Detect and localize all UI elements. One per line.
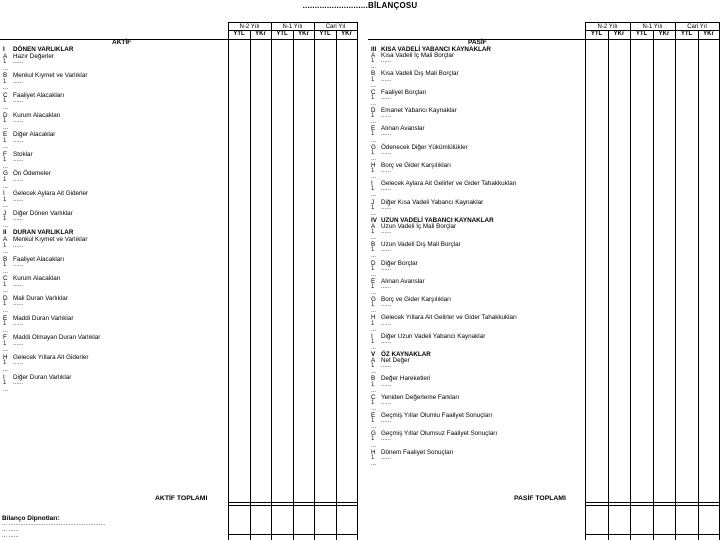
row-code: ... bbox=[3, 183, 9, 190]
grid-line bbox=[585, 22, 720, 23]
row-label: Gelecek Aylara Ait Gelirler ve Gider Tahakkukları bbox=[381, 180, 517, 188]
row-code: 1 bbox=[371, 131, 375, 138]
aktif-total-label: AKTİF TOPLAMI bbox=[155, 495, 208, 502]
row-code: 1 bbox=[3, 216, 7, 223]
row-label: Diğer Kısa Vadeli Yabancı Kaynaklar bbox=[381, 198, 484, 206]
row-code: G bbox=[371, 143, 376, 151]
row-code: D bbox=[371, 259, 376, 267]
grid-line bbox=[368, 39, 720, 40]
year-header: N-2 Yılı bbox=[597, 24, 618, 30]
unit-header: YKr bbox=[255, 31, 266, 37]
row-code: 1 bbox=[371, 149, 375, 156]
row-label: Emanet Yabancı Kaynaklar bbox=[381, 107, 457, 114]
row-code: C bbox=[371, 393, 376, 401]
row-code: B bbox=[371, 375, 376, 383]
row-label: Uzun Vadeli Dış Mali Borçlar bbox=[381, 241, 461, 249]
notes-line: ... ...... bbox=[2, 527, 19, 533]
row-code: 1 bbox=[3, 242, 7, 249]
row-label: ...... bbox=[381, 302, 392, 309]
row-code: H bbox=[3, 353, 8, 361]
row-code: B bbox=[3, 255, 8, 263]
row-label: DURAN VARLIKLAR bbox=[13, 229, 74, 237]
row-code: E bbox=[371, 125, 376, 133]
row-label: Diğer Alacaklar bbox=[13, 131, 56, 139]
row-code: ... bbox=[371, 64, 377, 71]
row-code: ... bbox=[371, 405, 377, 412]
aktif-heading: AKTİF bbox=[112, 39, 132, 46]
year-header: N-2 Yılı bbox=[239, 24, 260, 30]
unit-header: YKr bbox=[658, 31, 670, 37]
unit-header: YTL bbox=[319, 31, 331, 37]
row-code: 1 bbox=[3, 340, 7, 347]
row-label: ...... bbox=[13, 281, 24, 288]
row-code: ... bbox=[371, 235, 377, 242]
grid-line bbox=[293, 30, 294, 540]
row-code: ... bbox=[371, 100, 377, 107]
row-label: ...... bbox=[13, 242, 24, 249]
grid-line bbox=[228, 22, 229, 540]
row-code: J bbox=[371, 198, 375, 206]
row-label: Borç ve Gider Karşılıkları bbox=[381, 296, 451, 304]
row-code: A bbox=[3, 235, 8, 243]
row-code: H bbox=[371, 448, 376, 456]
row-code: G bbox=[371, 430, 376, 438]
row-code: ... bbox=[3, 203, 9, 210]
row-label: Diğer Uzun Vadeli Yabancı Kaynaklar bbox=[381, 332, 486, 340]
row-label: Hazır Değerler bbox=[13, 52, 54, 60]
row-code: ... bbox=[3, 124, 9, 131]
row-label: ...... bbox=[381, 265, 392, 272]
row-code: I bbox=[3, 46, 5, 53]
row-label: ...... bbox=[381, 399, 392, 406]
row-code: ... bbox=[3, 249, 9, 256]
row-code: F bbox=[3, 150, 7, 158]
row-code: 1 bbox=[3, 98, 7, 105]
row-label: ...... bbox=[381, 229, 392, 235]
row-label: ...... bbox=[13, 118, 24, 125]
row-label: Değer Hareketleri bbox=[381, 375, 431, 383]
row-code: IV bbox=[371, 216, 377, 224]
row-code: ... bbox=[371, 82, 377, 89]
row-label: ...... bbox=[13, 137, 24, 144]
row-code: ... bbox=[371, 442, 377, 449]
row-code: H bbox=[371, 161, 376, 169]
grid-line bbox=[675, 22, 676, 540]
row-code: 1 bbox=[371, 94, 375, 101]
row-code: 1 bbox=[3, 196, 7, 203]
row-label: ...... bbox=[13, 196, 24, 203]
row-code: 1 bbox=[3, 281, 7, 288]
row-label: ...... bbox=[381, 149, 392, 156]
unit-header: YKr bbox=[613, 31, 625, 37]
row-code: B bbox=[371, 70, 376, 78]
row-code: ... bbox=[371, 344, 377, 351]
grid-line bbox=[630, 22, 631, 540]
row-code: 1 bbox=[3, 321, 7, 328]
pasif-panel bbox=[368, 22, 720, 540]
row-label: ...... bbox=[13, 380, 24, 387]
row-code: A bbox=[371, 52, 376, 60]
row-label: ...... bbox=[13, 262, 24, 269]
unit-header: YTL bbox=[276, 31, 288, 37]
row-label: ...... bbox=[13, 98, 24, 105]
row-label: Ödenecek Diğer Yükümlülükler bbox=[381, 143, 468, 151]
row-code: H bbox=[371, 314, 376, 322]
row-label: ...... bbox=[381, 168, 392, 174]
row-code: 1 bbox=[371, 320, 375, 327]
row-code: C bbox=[3, 91, 8, 99]
row-code: 1 bbox=[3, 380, 7, 387]
row-code: I bbox=[371, 332, 373, 340]
row-code: 1 bbox=[371, 381, 375, 388]
row-code: C bbox=[371, 88, 376, 96]
row-label: Mali Duran Varlıklar bbox=[13, 294, 68, 302]
row-code: 1 bbox=[371, 247, 375, 254]
grid-line bbox=[698, 30, 699, 540]
row-label: ...... bbox=[381, 283, 392, 290]
row-code: 1 bbox=[3, 177, 7, 183]
row-code: ... bbox=[371, 119, 377, 126]
row-code: I bbox=[371, 180, 373, 188]
row-code: 1 bbox=[3, 78, 7, 85]
grid-line bbox=[0, 39, 358, 40]
row-code: A bbox=[371, 222, 376, 230]
row-code: ... bbox=[371, 155, 377, 162]
row-code: G bbox=[371, 296, 376, 304]
row-label: DÖNEN VARLIKLAR bbox=[13, 46, 74, 53]
row-label: Gelecek Yıllara Ait Gelirler ve Gider Tahakkukları bbox=[381, 314, 517, 322]
row-label: Ön Ödemeler bbox=[13, 170, 51, 178]
row-code: I bbox=[3, 190, 5, 198]
pasif-total-label: PASİF TOPLAMI bbox=[514, 495, 566, 502]
row-code: 1 bbox=[371, 204, 375, 211]
row-code: ... bbox=[3, 308, 9, 314]
row-label: UZUN VADELİ YABANCI KAYNAKLAR bbox=[381, 216, 494, 224]
row-code: 1 bbox=[371, 113, 375, 120]
grid-line bbox=[357, 22, 358, 540]
row-code: 1 bbox=[371, 399, 375, 406]
grid-line bbox=[228, 534, 358, 535]
row-code: ... bbox=[371, 308, 377, 315]
row-label: Borç ve Gider Karşılıkları bbox=[381, 161, 451, 169]
row-code: E bbox=[371, 412, 376, 419]
row-code: ... bbox=[3, 288, 9, 295]
row-code: A bbox=[371, 357, 376, 365]
row-code: B bbox=[371, 241, 376, 249]
year-header: Cari Yıl bbox=[687, 24, 707, 30]
row-code: 1 bbox=[371, 454, 375, 461]
row-code: J bbox=[3, 209, 7, 217]
year-header: N-1 Yılı bbox=[282, 24, 303, 30]
row-code: ... bbox=[371, 210, 377, 217]
row-code: 1 bbox=[371, 436, 375, 443]
row-code: 1 bbox=[3, 262, 7, 269]
row-label: Alınan Avanslar bbox=[381, 125, 425, 133]
row-code: 1 bbox=[371, 76, 375, 83]
row-code: 1 bbox=[371, 229, 375, 235]
row-code: ... bbox=[3, 222, 9, 229]
row-label: ...... bbox=[13, 59, 24, 66]
row-code: 1 bbox=[3, 137, 7, 144]
row-code: ... bbox=[3, 386, 9, 393]
row-code: E bbox=[371, 277, 376, 285]
grid-line bbox=[585, 502, 720, 503]
notes-line: ... .......................................................... bbox=[2, 521, 106, 527]
row-label: ...... bbox=[13, 340, 24, 347]
row-label: ...... bbox=[381, 381, 392, 388]
row-code: D bbox=[3, 294, 8, 302]
row-label: ...... bbox=[381, 418, 392, 425]
row-code: 1 bbox=[371, 283, 375, 290]
row-label: Diğer Borçlar bbox=[381, 259, 418, 267]
grid-line bbox=[228, 502, 358, 503]
row-label: ...... bbox=[13, 177, 24, 183]
row-code: E bbox=[3, 314, 8, 322]
row-code: 1 bbox=[371, 265, 375, 272]
row-label: Faaliyet Alacakları bbox=[13, 91, 65, 99]
row-code: 1 bbox=[3, 360, 7, 367]
row-code: D bbox=[371, 107, 376, 114]
row-code: 1 bbox=[371, 186, 375, 193]
row-label: ...... bbox=[381, 247, 392, 254]
row-label: Alınan Avanslar bbox=[381, 277, 425, 285]
row-code: III bbox=[371, 46, 377, 53]
unit-header: YKr bbox=[298, 31, 309, 37]
row-label: ...... bbox=[13, 360, 24, 367]
row-label: Faaliyet Borçları bbox=[381, 88, 427, 96]
row-label: ...... bbox=[381, 186, 392, 193]
row-code: ... bbox=[3, 366, 9, 373]
row-label: Stoklar bbox=[13, 150, 33, 158]
row-code: A bbox=[3, 52, 8, 60]
unit-header: YTL bbox=[233, 31, 245, 37]
row-code: ... bbox=[371, 137, 377, 144]
aktif-panel bbox=[0, 22, 358, 540]
grid-line bbox=[250, 30, 251, 540]
row-code: F bbox=[3, 334, 7, 342]
grid-line bbox=[228, 22, 358, 23]
row-label: ...... bbox=[381, 338, 392, 345]
row-label: Kurum Alacakları bbox=[13, 111, 61, 119]
row-label: Faaliyet Alacakları bbox=[13, 255, 65, 263]
row-label: ...... bbox=[381, 363, 392, 370]
row-code: D bbox=[3, 111, 8, 119]
row-code: ... bbox=[371, 424, 377, 431]
row-label: Gelecek Aylara Ait Giderler bbox=[13, 190, 89, 198]
year-header: N-1 Yılı bbox=[642, 24, 663, 30]
row-code: II bbox=[3, 229, 7, 237]
row-label: ...... bbox=[13, 321, 24, 328]
grid-line bbox=[585, 534, 720, 535]
row-code: B bbox=[3, 72, 8, 80]
unit-header: YKr bbox=[341, 31, 352, 37]
row-code: 1 bbox=[3, 118, 7, 125]
grid-line bbox=[271, 22, 272, 540]
row-label: Geçmiş Yıllar Olumlu Faaliyet Sonuçları bbox=[381, 412, 493, 419]
row-label: Diğer Duran Varlıklar bbox=[13, 373, 72, 381]
row-label: Yeniden Değerleme Farkları bbox=[381, 393, 460, 401]
grid-line bbox=[314, 22, 315, 540]
row-code: ... bbox=[371, 253, 377, 260]
unit-header: YTL bbox=[590, 31, 603, 37]
row-label: ...... bbox=[381, 113, 392, 120]
row-label: ...... bbox=[381, 436, 392, 443]
row-label: ...... bbox=[381, 320, 392, 327]
grid-line bbox=[336, 30, 337, 540]
grid-line bbox=[653, 30, 654, 540]
row-label: Geçmiş Yıllar Olumsuz Faaliyet Sonuçları bbox=[381, 430, 498, 438]
row-code: ... bbox=[3, 268, 9, 275]
row-code: 1 bbox=[371, 168, 375, 174]
row-label: ÖZ KAYNAKLAR bbox=[381, 351, 431, 358]
row-code: I bbox=[3, 373, 5, 381]
row-label: ...... bbox=[13, 78, 24, 85]
grid-line bbox=[608, 30, 609, 540]
row-code: V bbox=[371, 351, 376, 358]
row-label: Kurum Alacakları bbox=[13, 275, 61, 283]
row-label: ...... bbox=[381, 204, 392, 211]
row-code: ... bbox=[3, 85, 9, 92]
row-code: ... bbox=[3, 144, 9, 151]
row-code: ... bbox=[371, 460, 377, 467]
row-label: ...... bbox=[381, 454, 392, 461]
row-code: 1 bbox=[371, 363, 375, 370]
row-code: ... bbox=[371, 271, 377, 278]
row-label: ...... bbox=[381, 94, 392, 101]
row-code: 1 bbox=[3, 59, 7, 66]
row-label: ...... bbox=[381, 76, 392, 83]
row-label: ...... bbox=[381, 131, 392, 138]
unit-header: YKr bbox=[703, 31, 714, 37]
row-code: E bbox=[3, 131, 8, 139]
row-label: Diğer Dönen Varlıklar bbox=[13, 209, 73, 217]
row-code: ... bbox=[371, 174, 377, 181]
page-title: ...........................BİLANÇOSU bbox=[302, 1, 418, 10]
row-code: ... bbox=[371, 369, 377, 376]
grid-line bbox=[585, 22, 586, 540]
unit-header: YTL bbox=[635, 31, 648, 37]
pasif-heading: PASİF bbox=[468, 39, 487, 46]
row-label: Gelecek Yıllara Ait Giderler bbox=[13, 353, 89, 361]
row-code: ... bbox=[371, 290, 377, 296]
row-code: 1 bbox=[371, 58, 375, 65]
row-label: Menkul Kıymet ve Varlıklar bbox=[13, 235, 88, 243]
row-code: ... bbox=[371, 326, 377, 333]
row-label: Menkul Kıymet ve Varlıklar bbox=[13, 72, 88, 80]
row-code: ... bbox=[3, 163, 9, 170]
row-code: 1 bbox=[371, 418, 375, 425]
grid-line bbox=[585, 505, 720, 506]
notes-title: Bilanço Dipnotları: bbox=[2, 515, 60, 522]
row-code: ... bbox=[3, 104, 9, 111]
row-code: ... bbox=[3, 65, 9, 72]
row-code: ... bbox=[371, 192, 377, 199]
row-code: ... bbox=[371, 387, 377, 394]
row-label: ...... bbox=[13, 301, 24, 308]
year-header: Cari Yıl bbox=[325, 24, 346, 30]
notes-line: ... ...... bbox=[2, 533, 19, 539]
row-code: 1 bbox=[371, 338, 375, 345]
row-label: ...... bbox=[13, 216, 24, 223]
row-label: Kısa Vadeli Dış Mali Borçlar bbox=[381, 70, 459, 78]
row-label: ...... bbox=[381, 58, 392, 65]
row-label: Maddi Olmayan Duran Varlıklar bbox=[13, 334, 101, 342]
row-code: 1 bbox=[3, 301, 7, 308]
unit-header: YTL bbox=[680, 31, 693, 37]
row-code: ... bbox=[3, 347, 9, 354]
row-label: Uzun Vadeli İç Mali Borçlar bbox=[381, 222, 457, 230]
grid-line bbox=[228, 505, 358, 506]
row-label: Net Değer bbox=[381, 357, 410, 365]
row-label: Maddi Duran Varlıklar bbox=[13, 314, 74, 322]
row-label: ...... bbox=[13, 157, 24, 164]
row-label: Dönem Faaliyet Sonuçları bbox=[381, 448, 454, 456]
row-code: 1 bbox=[3, 157, 7, 164]
row-code: G bbox=[3, 170, 8, 178]
row-code: ... bbox=[3, 327, 9, 334]
row-label: Kısa Vadeli İç Mali Borçlar bbox=[381, 52, 455, 60]
row-label: KISA VADELİ YABANCI KAYNAKLAR bbox=[381, 46, 491, 53]
row-code: C bbox=[3, 275, 8, 283]
row-code: 1 bbox=[371, 302, 375, 309]
